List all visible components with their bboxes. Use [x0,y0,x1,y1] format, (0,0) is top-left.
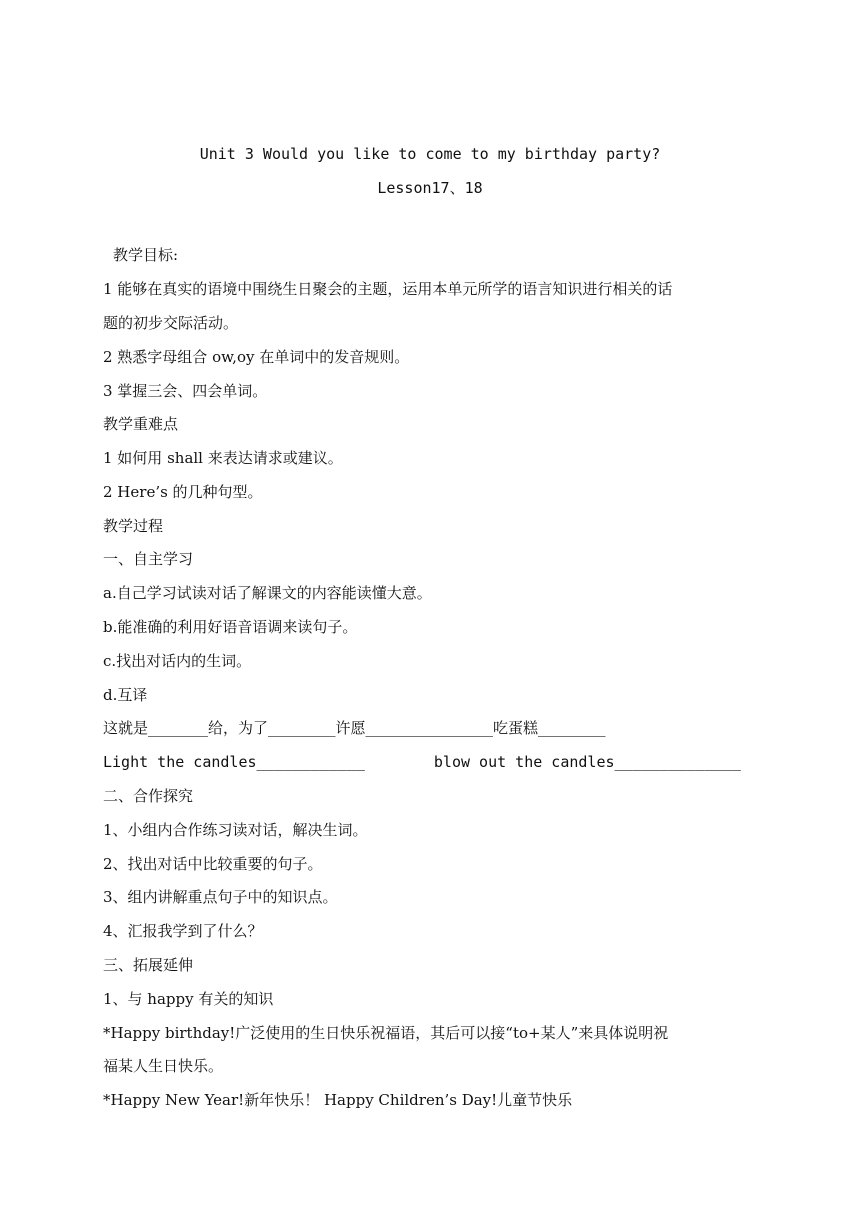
section-3-heading: 三、拓展延伸 [103,956,194,974]
document-title: Unit 3 Would you like to come to my birthday party? [199,145,661,163]
light-the-candles-blank: Light the candles____________ [103,753,365,771]
section-3-item-1: 1、与 happy 有关的知识 [103,990,274,1008]
section-1-item-d: d.互译 [103,686,148,704]
keypoint-1: 1 如何用 shall 来表达请求或建议。 [103,449,343,467]
objective-1-line-1: 1 能够在真实的语境中围绕生日聚会的主题，运用本单元所学的语言知识进行相关的话 [103,280,673,298]
keypoints-heading: 教学重难点 [103,415,179,433]
lesson-subtitle: Lesson17、18 [377,179,483,197]
section-1-item-b: b.能准确的利用好语音语调来读句子。 [103,618,358,636]
process-heading: 教学过程 [103,517,164,535]
section-1-item-c: c.找出对话内的生词。 [103,652,252,670]
happy-birthday-line-2: 福某人生日快乐。 [103,1057,224,1075]
section-2-heading: 二、合作探究 [103,787,194,805]
translation-english-blanks [103,752,764,772]
keypoint-2: 2 Here’s 的几种句型。 [103,483,263,501]
section-2-item-2: 2、找出对话中比较重要的句子。 [103,855,323,873]
section-2-item-4: 4、汇报我学到了什么？ [103,922,263,940]
happy-birthday-line-1: *Happy birthday!广泛使用的生日快乐祝福语，其后可以接“to+某人”来具体说明祝 [103,1024,669,1042]
objectives-heading: 教学目标: [113,246,179,264]
objective-2: 2 熟悉字母组合 ow,oy 在单词中的发音规则。 [103,348,410,366]
translation-chinese-blanks: 这就是________给，为了_________许愿_________________吃蛋糕_________ [103,719,606,737]
section-1-item-a: a.自己学习试读对话了解课文的内容能读懂大意。 [103,584,432,602]
blow-out-the-candles-blank: blow out the candles______________ [433,753,741,771]
objective-3: 3 掌握三会、四会单词。 [103,382,268,400]
section-2-item-3: 3、组内讲解重点句子中的知识点。 [103,888,338,906]
objective-1-line-2: 题的初步交际活动。 [103,314,239,332]
section-2-item-1: 1、小组内合作练习读对话，解决生词。 [103,821,368,839]
happy-new-year-line: *Happy New Year!新年快乐！ Happy Children’s Day!儿童节快乐 [103,1091,573,1109]
section-1-heading: 一、自主学习 [103,550,194,568]
